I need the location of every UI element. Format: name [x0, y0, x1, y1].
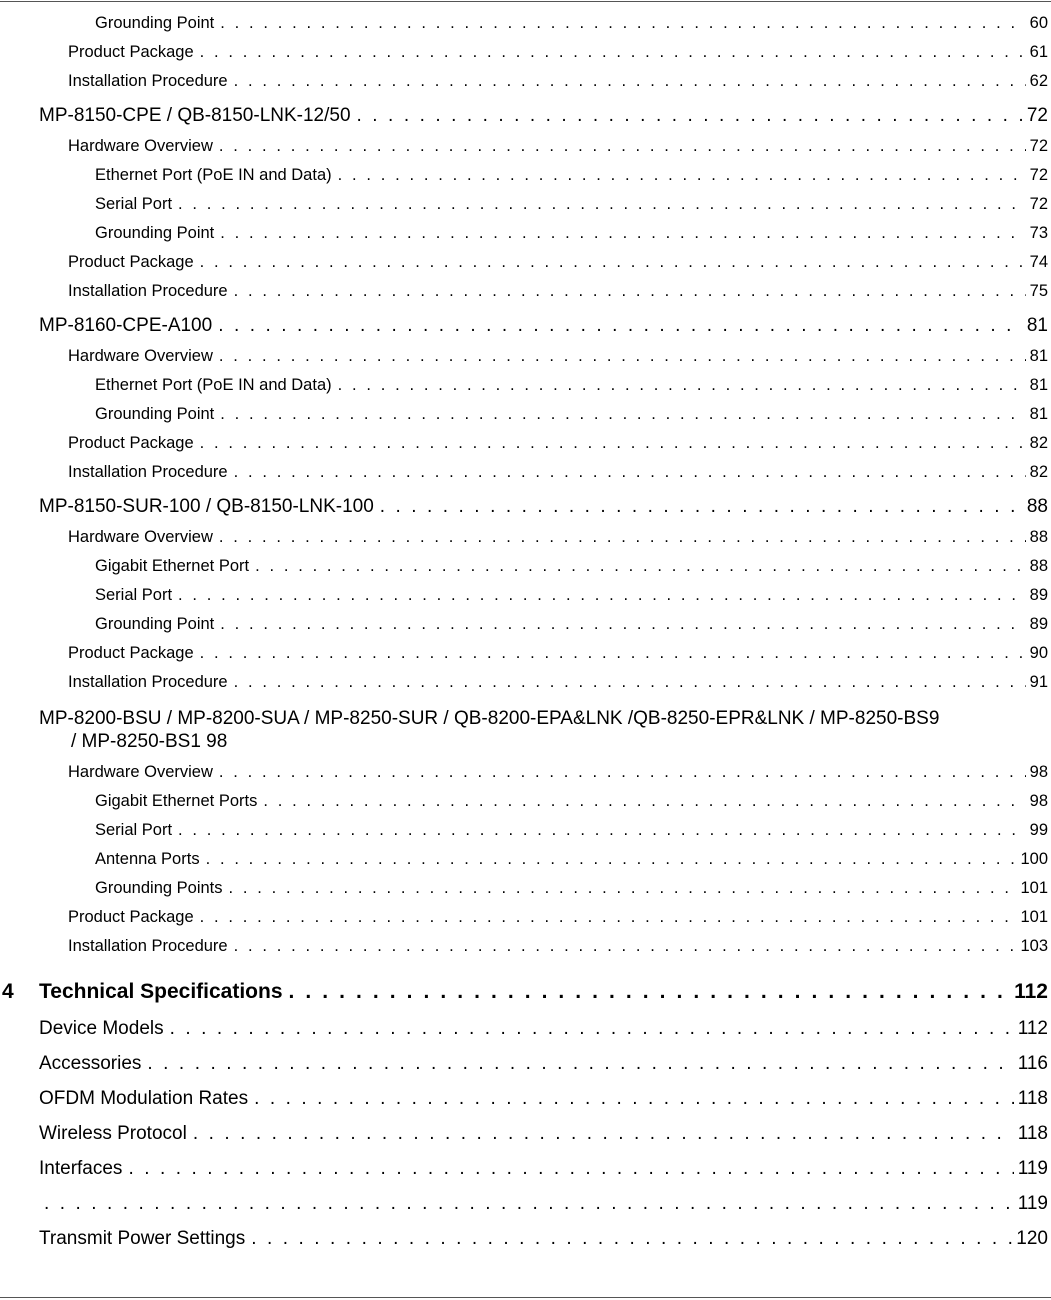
- toc-entry-page: 62: [1029, 72, 1048, 90]
- toc-entry[interactable]: [95, 821, 1048, 840]
- toc-entry-page: 89: [1029, 586, 1048, 604]
- dot-leader: [206, 850, 1017, 869]
- toc-entry-page: 120: [1016, 1228, 1048, 1249]
- toc-entry[interactable]: [39, 1088, 1048, 1110]
- dot-leader: [220, 615, 1025, 634]
- toc-entry[interactable]: [68, 528, 1048, 547]
- toc-entry[interactable]: [44, 1193, 1048, 1215]
- dot-leader: [255, 557, 1026, 576]
- toc-entry-title: Serial Port: [95, 821, 173, 839]
- toc-entry-title: Transmit Power Settings: [39, 1228, 246, 1249]
- dot-leader: [178, 195, 1026, 214]
- dot-leader: [218, 315, 1023, 337]
- toc-entry-page: 72: [1026, 105, 1048, 126]
- dot-leader: [200, 253, 1026, 272]
- dot-leader: [263, 792, 1025, 811]
- toc-entry-page: 61: [1029, 43, 1048, 61]
- toc-entry[interactable]: [68, 137, 1048, 156]
- dot-leader: [234, 72, 1026, 91]
- toc-entry[interactable]: [95, 195, 1048, 214]
- toc-entry-page: 101: [1020, 879, 1048, 897]
- toc-entry-page: 99: [1029, 821, 1048, 839]
- toc-entry-title: Product Package: [68, 434, 194, 452]
- dot-leader: [338, 166, 1026, 185]
- toc-entry-title: MP-8150-SUR-100 / QB-8150-LNK-100: [39, 496, 374, 517]
- toc-entry[interactable]: [68, 72, 1048, 91]
- toc-entry-page: 103: [1020, 937, 1048, 955]
- toc-entry-title: Gigabit Ethernet Port: [95, 557, 250, 575]
- dot-leader: [220, 405, 1025, 424]
- dot-leader: [200, 43, 1026, 62]
- toc-entry[interactable]: [68, 673, 1048, 692]
- toc-entry[interactable]: [95, 586, 1048, 605]
- toc-entry-page: 116: [1017, 1053, 1048, 1074]
- toc-entry-title: Ethernet Port (PoE IN and Data): [95, 166, 332, 184]
- toc-entry[interactable]: [39, 496, 1048, 518]
- toc-entry-page: 82: [1029, 463, 1048, 481]
- toc-entry-title: MP-8160-CPE-A100: [39, 315, 213, 336]
- chapter-number: 4: [2, 980, 14, 1003]
- toc-entry-title: Grounding Point: [95, 14, 215, 32]
- toc-entry[interactable]: [68, 253, 1048, 272]
- dot-leader: [234, 673, 1026, 692]
- toc-entry[interactable]: [39, 1158, 1048, 1180]
- toc-entry[interactable]: [68, 763, 1048, 782]
- toc-entry[interactable]: [95, 405, 1048, 424]
- toc-entry[interactable]: [39, 1228, 1048, 1250]
- dot-leader: [219, 528, 1026, 547]
- toc-entry[interactable]: [39, 315, 1048, 337]
- toc-entry[interactable]: [95, 376, 1048, 395]
- dot-leader: [147, 1053, 1013, 1075]
- toc-entry-title: Grounding Point: [95, 224, 215, 242]
- dot-leader: [219, 137, 1026, 156]
- toc-entry-title: Accessories: [39, 1053, 142, 1074]
- toc-entry[interactable]: [68, 347, 1048, 366]
- dot-leader: [200, 434, 1026, 453]
- toc-entry-title: Installation Procedure: [68, 463, 228, 481]
- toc-entry-title: Product Package: [68, 253, 194, 271]
- toc-entry[interactable]: [95, 879, 1048, 898]
- toc-entry-page: 72: [1029, 137, 1048, 155]
- dot-leader: [219, 347, 1026, 366]
- toc-entry[interactable]: [68, 434, 1048, 453]
- toc-entry-page: 73: [1029, 224, 1048, 242]
- toc-entry-title: Ethernet Port (PoE IN and Data): [95, 376, 332, 394]
- dot-leader: [254, 1088, 1014, 1110]
- toc-entry-title: Grounding Point: [95, 615, 215, 633]
- toc-entry-page: 90: [1029, 644, 1048, 662]
- toc-entry-title: Product Package: [68, 644, 194, 662]
- toc-chapter-page: 112: [1014, 980, 1048, 1003]
- toc-entry-title-line2: / MP-8250-BS1 98: [71, 731, 228, 752]
- toc-entry[interactable]: [95, 850, 1048, 869]
- toc-entry-title: Device Models: [39, 1018, 164, 1039]
- toc-entry[interactable]: [68, 282, 1048, 301]
- toc-entry[interactable]: [39, 1053, 1048, 1075]
- bottom-rule: [0, 1297, 1051, 1298]
- dot-leader: [178, 586, 1026, 605]
- toc-entry[interactable]: [39, 1123, 1048, 1145]
- toc-entry-page: 88: [1029, 528, 1048, 546]
- toc-entry[interactable]: [39, 105, 1048, 127]
- toc-entry-page: 98: [1029, 792, 1048, 810]
- toc-entry-page: 88: [1029, 557, 1048, 575]
- dot-leader: [234, 463, 1026, 482]
- toc-chapter-entry[interactable]: [39, 980, 1048, 1004]
- dot-leader: [338, 376, 1026, 395]
- toc-entry-page: 89: [1029, 615, 1048, 633]
- toc-entry[interactable]: [39, 1018, 1048, 1040]
- toc-entry[interactable]: [95, 166, 1048, 185]
- toc-entry-title: Serial Port: [95, 586, 173, 604]
- toc-entry-title: Installation Procedure: [68, 72, 228, 90]
- toc-entry[interactable]: [68, 937, 1048, 956]
- toc-entry-title: Antenna Ports: [95, 850, 200, 868]
- toc-entry[interactable]: [95, 14, 1048, 33]
- toc-entry-page: 72: [1029, 166, 1048, 184]
- toc-entry-title: Hardware Overview: [68, 763, 213, 781]
- toc-entry-title: Wireless Protocol: [39, 1123, 187, 1144]
- toc-entry-title: Gigabit Ethernet Ports: [95, 792, 258, 810]
- dot-leader: [234, 282, 1026, 301]
- toc-entry-page: 81: [1029, 376, 1048, 394]
- toc-entry-title: Installation Procedure: [68, 673, 228, 691]
- toc-entry[interactable]: [95, 615, 1048, 634]
- toc-chapter-title: Technical Specifications: [39, 980, 283, 1003]
- dot-leader: [128, 1158, 1013, 1180]
- toc-entry-page: 60: [1029, 14, 1048, 32]
- toc-entry-wrapped[interactable]: [39, 707, 1050, 753]
- toc-entry-page: 75: [1029, 282, 1048, 300]
- toc-entry[interactable]: [68, 463, 1048, 482]
- toc-entry-title: Interfaces: [39, 1158, 123, 1179]
- dot-leader: [251, 1228, 1012, 1250]
- dot-leader: [220, 14, 1025, 33]
- toc-entry-title: Serial Port: [95, 195, 173, 213]
- dot-leader: [220, 224, 1025, 243]
- dot-leader: [193, 1123, 1014, 1145]
- toc-entry-page: 91: [1029, 673, 1048, 691]
- toc-entry-title: Installation Procedure: [68, 937, 228, 955]
- toc-entry-page: 101: [1020, 908, 1048, 926]
- dot-leader: [178, 821, 1026, 840]
- toc-entry[interactable]: [68, 43, 1048, 62]
- toc-entry-page: 81: [1029, 347, 1048, 365]
- toc-entry-page: 81: [1029, 405, 1048, 423]
- toc-entry-title: Hardware Overview: [68, 137, 213, 155]
- toc-entry-page: 88: [1026, 496, 1048, 517]
- toc-entry-title: Grounding Point: [95, 405, 215, 423]
- dot-leader: [200, 644, 1026, 663]
- toc-entry-title: Hardware Overview: [68, 528, 213, 546]
- top-rule: [0, 1, 1051, 2]
- toc-entry[interactable]: [68, 908, 1048, 927]
- dot-leader: [380, 496, 1023, 518]
- dot-leader: [357, 105, 1023, 127]
- toc-entry-page: 100: [1020, 850, 1048, 868]
- toc-entry[interactable]: [95, 557, 1048, 576]
- toc-entry-title: MP-8150-CPE / QB-8150-LNK-12/50: [39, 105, 351, 126]
- toc-entry[interactable]: [95, 792, 1048, 811]
- dot-leader: [289, 980, 1011, 1004]
- dot-leader: [44, 1193, 1014, 1215]
- dot-leader: [170, 1018, 1014, 1040]
- toc-entry-page: 98: [1029, 763, 1048, 781]
- toc-entry-page: 72: [1029, 195, 1048, 213]
- toc-entry-title: OFDM Modulation Rates: [39, 1088, 249, 1109]
- toc-entry-page: 119: [1017, 1193, 1048, 1214]
- toc-entry-page: 82: [1029, 434, 1048, 452]
- dot-leader: [200, 908, 1017, 927]
- toc-entry[interactable]: [95, 224, 1048, 243]
- dot-leader: [234, 937, 1017, 956]
- toc-entry-title: Product Package: [68, 43, 194, 61]
- toc-entry-page: 81: [1026, 315, 1048, 336]
- toc-entry-title: Installation Procedure: [68, 282, 228, 300]
- toc-entry[interactable]: [68, 644, 1048, 663]
- dot-leader: [229, 879, 1017, 898]
- toc-entry-title-line1: MP-8200-BSU / MP-8200-SUA / MP-8250-SUR / QB-8200-EPA&LNK /QB-8250-EPR&LNK / MP-8250-BS9: [39, 708, 940, 729]
- toc-entry-title: Product Package: [68, 908, 194, 926]
- toc-entry-title: Grounding Points: [95, 879, 223, 897]
- toc-entry-title: Hardware Overview: [68, 347, 213, 365]
- toc-entry-page: 119: [1017, 1158, 1048, 1179]
- dot-leader: [219, 763, 1026, 782]
- toc-entry-page: 74: [1029, 253, 1048, 271]
- toc-entry-page: 118: [1017, 1088, 1048, 1109]
- toc-entry-page: 112: [1017, 1018, 1048, 1039]
- toc-entry-page: 118: [1017, 1123, 1048, 1144]
